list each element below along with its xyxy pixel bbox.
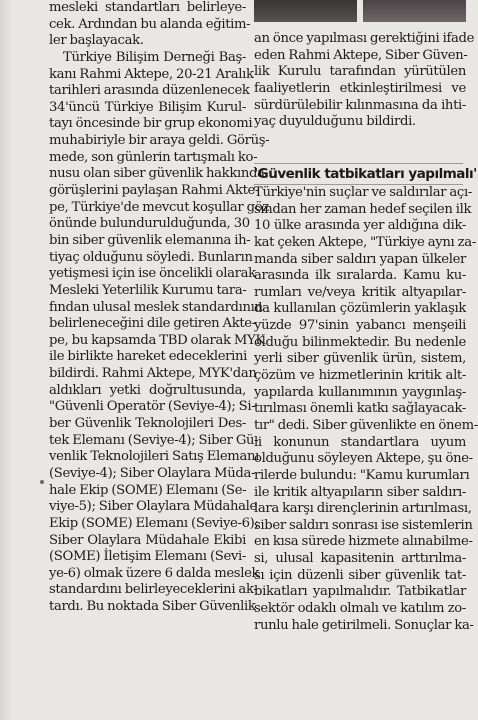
text-line: tırılması önemli katkı sağlayacak-	[254, 401, 466, 417]
text-line: lara karşı dirençlerinin artırılması,	[254, 501, 472, 517]
text-line: "Güvenli Operatör (Seviye-4); Si-	[49, 399, 256, 415]
text-line: 10 ülke arasında yer aldığına dik-	[254, 218, 466, 234]
text-line: fından ulusal meslek standardının	[49, 299, 263, 315]
print-speck	[40, 480, 44, 484]
text-line: sı için düzenli siber güvenlik tat-	[254, 567, 466, 583]
text-line: olduğu bilinmektedir. Bu nedenle	[254, 334, 466, 350]
text-line: yaç duyulduğunu bildirdi.	[254, 114, 416, 130]
text-line: kanı Rahmi Aktepe, 20-21 Aralık	[49, 66, 254, 82]
text-line: sektör odaklı olmalı ve katılım zo-	[254, 601, 466, 617]
text-line: bildirdi. Rahmi Aktepe, MYK'dan	[49, 366, 257, 382]
text-line: pe, bu kapsamda TBD olarak MYK	[49, 332, 265, 348]
text-line: yüzde 97'sinin yabancı menşeili	[254, 318, 466, 334]
text-line: yapılarda kullanımının yaygınlaş-	[254, 384, 466, 400]
text-line: pe, Türkiye'de mevcut koşullar göz	[49, 199, 269, 215]
text-line: tiyaç olduğunu söyledi. Bunların	[49, 249, 253, 265]
text-line: mede, son günlerin tartışmalı ko-	[49, 149, 258, 165]
text-line: bikatları yapılmalıdır. Tatbikatlar	[254, 584, 466, 600]
text-line: belirleneceğini dile getiren Akte-	[49, 316, 256, 332]
text-line: önünde bulundurulduğunda, 30	[49, 216, 250, 232]
text-line: hale Ekip (SOME) Elemanı (Se-	[49, 482, 247, 498]
article-right-column-top	[254, 31, 475, 131]
article-right-column-bottom	[254, 185, 478, 634]
text-line: (SOME) İletişim Elemanı (Sevi-	[49, 549, 246, 565]
text-line: venlik Teknolojileri Satış Elemanı	[49, 449, 259, 465]
text-line: ye-6) olmak üzere 6 dalda meslek	[49, 565, 260, 581]
text-line: standardını belirleyeceklerini ak-	[49, 582, 258, 598]
text-line: tek Elemanı (Seviye-4); Siber Gü-	[49, 432, 259, 448]
text-line: Ekip (SOME) Elemanı (Seviye-6);	[49, 515, 259, 531]
text-line: tayı öncesinde bir grup ekonomi	[49, 116, 253, 132]
text-line: eden Rahmi Aktepe, Siber Güven-	[254, 47, 468, 63]
text-line: lik Kurulu tarafından yürütülen	[254, 64, 466, 80]
text-line: Siber Olaylara Müdahale Ekibi	[49, 532, 246, 548]
text-line: viye-5); Siber Olaylara Müdahale	[49, 499, 258, 515]
text-line: rumları ve/veya kritik altyapılar-	[254, 284, 466, 300]
text-line: manda siber saldırı yapan ülkeler	[254, 251, 466, 267]
text-line: olduğunu söyleyen Aktepe, şu öne-	[254, 451, 473, 467]
text-line: en kısa sürede hizmete alınabilme-	[254, 534, 473, 550]
text-line: ler başlayacak.	[49, 33, 144, 49]
text-line: kat çeken Aktepe, "Türkiye aynı za-	[254, 234, 476, 250]
text-line: aldıkları yetki doğrultusunda,	[49, 382, 246, 398]
text-line: yerli siber güvenlik ürün, sistem,	[254, 351, 466, 367]
text-line: sından her zaman hedef seçilen ilk	[254, 201, 472, 217]
text-line: siber saldırı sonrası ise sistemlerin	[254, 517, 473, 533]
text-line: nusu olan siber güvenlik hakkında	[49, 166, 265, 182]
text-line: yetişmesi için ise öncelikli olarak	[49, 266, 256, 282]
text-line: tarihleri arasında düzenlenecek	[49, 83, 250, 99]
text-line: görüşlerini paylaşan Rahmi Akte-	[49, 183, 260, 199]
text-line: cek. Ardından bu alanda eğitim-	[49, 16, 251, 32]
section-subheading: 'Güvenlik tatbikatları yapılmalı'	[254, 163, 463, 185]
article-left-column	[49, 0, 270, 616]
text-line: 34'üncü Türkiye Bilişim Kurul-	[49, 99, 246, 115]
text-line: (Seviye-4); Siber Olaylara Müda-	[49, 465, 256, 481]
text-line: bin siber güvenlik elemanına ih-	[49, 232, 251, 248]
text-line: sürdürülebilir kılınmasına da ihti-	[254, 97, 466, 113]
text-line: ile birlikte hareket edeceklerini	[49, 349, 248, 365]
text-line: mesleki standartları belirleye-	[49, 0, 246, 15]
text-line: tır" dedi. Siber güvenlikte en önem-	[254, 417, 478, 433]
page-edge-shadow	[0, 0, 12, 720]
text-line: li konunun standartlara uyum	[254, 434, 466, 450]
text-line: si, ulusal kapasitenin arttırılma-	[254, 551, 466, 567]
photo-block	[363, 0, 466, 22]
text-line: da kullanılan çözümlerin yaklaşık	[254, 301, 466, 317]
text-line: ber Güvenlik Teknolojileri Des-	[49, 416, 246, 432]
text-line: rilerde bulundu: "Kamu kurumları	[254, 467, 470, 483]
text-line: Mesleki Yeterlilik Kurumu tara-	[49, 282, 247, 298]
text-line: Türkiye Bilişim Derneği Baş-	[63, 49, 246, 65]
photo-fragment	[254, 0, 466, 22]
text-line: arasında ilk sıralarda. Kamu ku-	[254, 268, 466, 284]
text-line: çözüm ve hizmetlerinin kritik alt-	[254, 368, 466, 384]
text-line: Türkiye'nin suçlar ve saldırılar açı-	[254, 185, 472, 200]
text-line: runlu hale getirilmeli. Sonuçlar ka-	[254, 617, 474, 633]
text-line: ile kritik altyapıların siber saldırı-	[254, 484, 466, 500]
text-line: tardı. Bu noktada Siber Güvenlik	[49, 599, 256, 615]
photo-block	[254, 0, 357, 22]
text-line: faaliyetlerin etkinleştirilmesi ve	[254, 80, 466, 96]
text-line: an önce yapılması gerektiğini ifade	[254, 31, 475, 46]
text-line: muhabiriyle bir araya geldi. Görüş-	[49, 133, 270, 149]
